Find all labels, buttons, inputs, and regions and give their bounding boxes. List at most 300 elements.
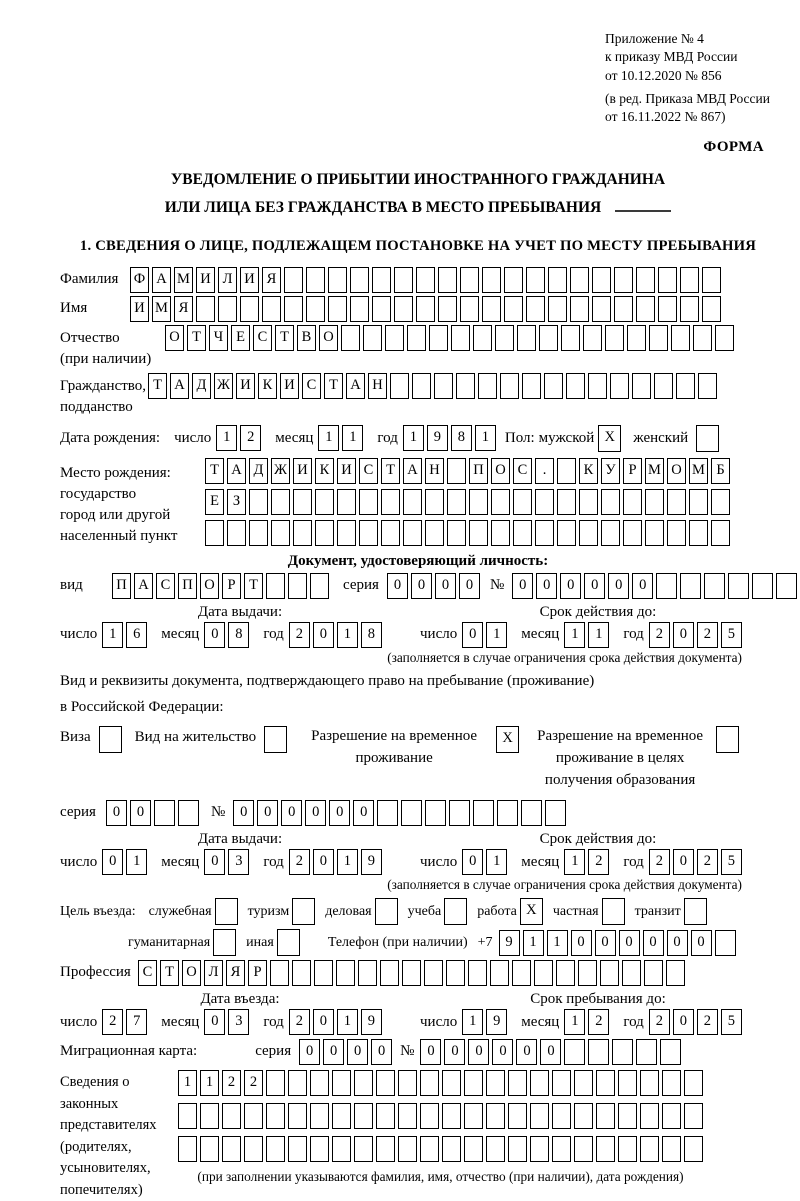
char-cell[interactable]: 0	[204, 1009, 225, 1035]
char-cell[interactable]: 2	[244, 1070, 263, 1096]
char-cell[interactable]	[548, 267, 567, 293]
char-cell[interactable]	[337, 520, 356, 546]
char-cell[interactable]: С	[513, 458, 532, 484]
char-cell[interactable]: 5	[721, 1009, 742, 1035]
char-cell[interactable]	[372, 296, 391, 322]
checkbox-cell[interactable]	[716, 726, 739, 753]
char-cell[interactable]: 0	[468, 1039, 489, 1065]
checkbox-cell[interactable]: X	[520, 898, 543, 925]
char-cell[interactable]	[469, 520, 488, 546]
char-cell[interactable]	[644, 960, 663, 986]
char-cell[interactable]	[645, 520, 664, 546]
char-cell[interactable]	[596, 1070, 615, 1096]
char-cell[interactable]	[266, 573, 285, 599]
char-cell[interactable]	[464, 1103, 483, 1129]
char-cell[interactable]	[244, 1103, 263, 1129]
char-cell[interactable]: К	[579, 458, 598, 484]
char-cell[interactable]	[337, 489, 356, 515]
char-cell[interactable]: Т	[244, 573, 263, 599]
char-cell[interactable]: .	[535, 458, 554, 484]
char-cell[interactable]	[218, 296, 237, 322]
char-cell[interactable]: 0	[102, 849, 123, 875]
char-cell[interactable]	[178, 800, 199, 826]
char-cell[interactable]: 2	[240, 425, 261, 451]
char-cell[interactable]	[359, 489, 378, 515]
char-cell[interactable]	[284, 267, 303, 293]
char-cell[interactable]	[468, 960, 487, 986]
char-cell[interactable]	[478, 373, 497, 399]
char-cell[interactable]: 2	[588, 1009, 609, 1035]
char-cell[interactable]	[491, 489, 510, 515]
char-cell[interactable]	[222, 1136, 241, 1162]
char-cell[interactable]	[601, 520, 620, 546]
char-cell[interactable]	[715, 930, 736, 956]
char-cell[interactable]	[266, 1070, 285, 1096]
char-cell[interactable]	[612, 1039, 633, 1065]
char-cell[interactable]	[390, 373, 409, 399]
char-cell[interactable]	[205, 520, 224, 546]
char-cell[interactable]	[249, 520, 268, 546]
char-cell[interactable]: 0	[462, 849, 483, 875]
char-cell[interactable]	[306, 296, 325, 322]
char-cell[interactable]	[680, 573, 701, 599]
char-cell[interactable]: 2	[289, 849, 310, 875]
char-cell[interactable]: 1	[564, 849, 585, 875]
char-cell[interactable]: Т	[160, 960, 179, 986]
char-cell[interactable]	[306, 267, 325, 293]
char-cell[interactable]	[592, 296, 611, 322]
char-cell[interactable]	[552, 1070, 571, 1096]
char-cell[interactable]: 2	[649, 1009, 670, 1035]
char-cell[interactable]	[776, 573, 797, 599]
char-cell[interactable]	[425, 520, 444, 546]
char-cell[interactable]	[521, 800, 542, 826]
char-cell[interactable]: П	[469, 458, 488, 484]
char-cell[interactable]: 2	[102, 1009, 123, 1035]
char-cell[interactable]	[636, 267, 655, 293]
char-cell[interactable]: Л	[204, 960, 223, 986]
char-cell[interactable]	[288, 1070, 307, 1096]
char-cell[interactable]: 1	[588, 622, 609, 648]
char-cell[interactable]	[332, 1136, 351, 1162]
char-cell[interactable]	[222, 1103, 241, 1129]
char-cell[interactable]	[513, 520, 532, 546]
char-cell[interactable]	[350, 296, 369, 322]
char-cell[interactable]	[574, 1070, 593, 1096]
char-cell[interactable]	[618, 1070, 637, 1096]
char-cell[interactable]: 8	[361, 622, 382, 648]
checkbox-cell[interactable]	[99, 726, 122, 753]
char-cell[interactable]	[262, 296, 281, 322]
char-cell[interactable]	[456, 373, 475, 399]
char-cell[interactable]	[420, 1103, 439, 1129]
char-cell[interactable]	[570, 267, 589, 293]
char-cell[interactable]	[522, 373, 541, 399]
char-cell[interactable]	[293, 489, 312, 515]
char-cell[interactable]: И	[236, 373, 255, 399]
char-cell[interactable]	[592, 267, 611, 293]
char-cell[interactable]	[376, 1070, 395, 1096]
char-cell[interactable]	[556, 960, 575, 986]
char-cell[interactable]	[363, 325, 382, 351]
char-cell[interactable]: 2	[697, 1009, 718, 1035]
char-cell[interactable]	[490, 960, 509, 986]
char-cell[interactable]	[557, 520, 576, 546]
char-cell[interactable]: Я	[262, 267, 281, 293]
char-cell[interactable]	[623, 520, 642, 546]
char-cell[interactable]	[579, 520, 598, 546]
char-cell[interactable]: 3	[228, 849, 249, 875]
char-cell[interactable]: 0	[233, 800, 254, 826]
char-cell[interactable]: Ж	[214, 373, 233, 399]
checkbox-cell[interactable]	[264, 726, 287, 753]
char-cell[interactable]	[403, 489, 422, 515]
char-cell[interactable]	[656, 573, 677, 599]
char-cell[interactable]	[270, 960, 289, 986]
char-cell[interactable]: Т	[275, 325, 294, 351]
char-cell[interactable]: 0	[632, 573, 653, 599]
char-cell[interactable]	[412, 373, 431, 399]
char-cell[interactable]	[545, 800, 566, 826]
char-cell[interactable]: 0	[435, 573, 456, 599]
char-cell[interactable]: 1	[547, 930, 568, 956]
char-cell[interactable]: 1	[564, 622, 585, 648]
char-cell[interactable]: А	[346, 373, 365, 399]
char-cell[interactable]: 1	[486, 849, 507, 875]
char-cell[interactable]: 0	[462, 622, 483, 648]
char-cell[interactable]	[271, 520, 290, 546]
char-cell[interactable]	[564, 1039, 585, 1065]
char-cell[interactable]	[508, 1070, 527, 1096]
checkbox-cell[interactable]	[213, 929, 236, 956]
char-cell[interactable]	[486, 1136, 505, 1162]
char-cell[interactable]: А	[227, 458, 246, 484]
char-cell[interactable]: 0	[595, 930, 616, 956]
char-cell[interactable]	[548, 296, 567, 322]
char-cell[interactable]: 0	[347, 1039, 368, 1065]
char-cell[interactable]: 0	[420, 1039, 441, 1065]
char-cell[interactable]: 1	[126, 849, 147, 875]
char-cell[interactable]	[574, 1136, 593, 1162]
char-cell[interactable]	[438, 296, 457, 322]
char-cell[interactable]: 9	[427, 425, 448, 451]
char-cell[interactable]	[596, 1136, 615, 1162]
char-cell[interactable]	[407, 325, 426, 351]
checkbox-cell[interactable]	[292, 898, 315, 925]
char-cell[interactable]	[605, 325, 624, 351]
char-cell[interactable]: 0	[257, 800, 278, 826]
char-cell[interactable]	[689, 520, 708, 546]
char-cell[interactable]: 0	[540, 1039, 561, 1065]
char-cell[interactable]: 1	[337, 849, 358, 875]
char-cell[interactable]	[711, 520, 730, 546]
char-cell[interactable]	[535, 489, 554, 515]
char-cell[interactable]: А	[403, 458, 422, 484]
char-cell[interactable]	[449, 800, 470, 826]
char-cell[interactable]	[482, 267, 501, 293]
char-cell[interactable]: 0	[492, 1039, 513, 1065]
char-cell[interactable]: 0	[536, 573, 557, 599]
char-cell[interactable]	[240, 296, 259, 322]
char-cell[interactable]: И	[130, 296, 149, 322]
char-cell[interactable]: Ч	[209, 325, 228, 351]
char-cell[interactable]: Е	[205, 489, 224, 515]
char-cell[interactable]	[288, 573, 307, 599]
char-cell[interactable]	[640, 1136, 659, 1162]
char-cell[interactable]	[530, 1136, 549, 1162]
char-cell[interactable]	[486, 1103, 505, 1129]
char-cell[interactable]	[284, 296, 303, 322]
char-cell[interactable]: К	[315, 458, 334, 484]
char-cell[interactable]: 9	[361, 1009, 382, 1035]
char-cell[interactable]	[464, 1070, 483, 1096]
char-cell[interactable]	[178, 1136, 197, 1162]
char-cell[interactable]	[588, 373, 607, 399]
char-cell[interactable]: 2	[289, 1009, 310, 1035]
char-cell[interactable]	[684, 1103, 703, 1129]
char-cell[interactable]	[662, 1070, 681, 1096]
char-cell[interactable]: Л	[218, 267, 237, 293]
char-cell[interactable]: Ж	[271, 458, 290, 484]
char-cell[interactable]: М	[174, 267, 193, 293]
char-cell[interactable]: 1	[462, 1009, 483, 1035]
char-cell[interactable]: 2	[289, 622, 310, 648]
char-cell[interactable]: Р	[222, 573, 241, 599]
char-cell[interactable]	[328, 296, 347, 322]
char-cell[interactable]	[398, 1103, 417, 1129]
char-cell[interactable]: 0	[584, 573, 605, 599]
char-cell[interactable]	[574, 1103, 593, 1129]
char-cell[interactable]: 6	[126, 622, 147, 648]
char-cell[interactable]: И	[280, 373, 299, 399]
char-cell[interactable]	[314, 960, 333, 986]
char-cell[interactable]	[676, 373, 695, 399]
char-cell[interactable]: 0	[516, 1039, 537, 1065]
char-cell[interactable]	[752, 573, 773, 599]
char-cell[interactable]	[512, 960, 531, 986]
char-cell[interactable]	[200, 1103, 219, 1129]
char-cell[interactable]: М	[645, 458, 664, 484]
char-cell[interactable]: Я	[226, 960, 245, 986]
char-cell[interactable]	[380, 960, 399, 986]
char-cell[interactable]	[588, 1039, 609, 1065]
char-cell[interactable]: 0	[305, 800, 326, 826]
char-cell[interactable]: 8	[451, 425, 472, 451]
char-cell[interactable]: 3	[228, 1009, 249, 1035]
char-cell[interactable]	[658, 296, 677, 322]
char-cell[interactable]	[447, 458, 466, 484]
char-cell[interactable]	[310, 1136, 329, 1162]
char-cell[interactable]	[614, 267, 633, 293]
char-cell[interactable]: 0	[608, 573, 629, 599]
char-cell[interactable]	[420, 1070, 439, 1096]
char-cell[interactable]	[627, 325, 646, 351]
char-cell[interactable]: 1	[200, 1070, 219, 1096]
char-cell[interactable]	[557, 458, 576, 484]
char-cell[interactable]: О	[491, 458, 510, 484]
char-cell[interactable]: 1	[216, 425, 237, 451]
char-cell[interactable]	[451, 325, 470, 351]
char-cell[interactable]: 0	[411, 573, 432, 599]
char-cell[interactable]	[583, 325, 602, 351]
char-cell[interactable]	[517, 325, 536, 351]
char-cell[interactable]: И	[337, 458, 356, 484]
char-cell[interactable]: 0	[299, 1039, 320, 1065]
char-cell[interactable]	[341, 325, 360, 351]
char-cell[interactable]	[662, 1136, 681, 1162]
char-cell[interactable]: 0	[329, 800, 350, 826]
char-cell[interactable]: 1	[337, 1009, 358, 1035]
char-cell[interactable]: Е	[231, 325, 250, 351]
char-cell[interactable]	[473, 325, 492, 351]
char-cell[interactable]	[667, 489, 686, 515]
char-cell[interactable]: Д	[249, 458, 268, 484]
checkbox-cell[interactable]	[375, 898, 398, 925]
char-cell[interactable]	[447, 520, 466, 546]
checkbox-cell[interactable]: X	[598, 425, 621, 452]
char-cell[interactable]	[442, 1103, 461, 1129]
char-cell[interactable]	[398, 1070, 417, 1096]
char-cell[interactable]: 1	[475, 425, 496, 451]
char-cell[interactable]: З	[227, 489, 246, 515]
char-cell[interactable]: 1	[564, 1009, 585, 1035]
char-cell[interactable]	[658, 267, 677, 293]
char-cell[interactable]: П	[112, 573, 131, 599]
char-cell[interactable]: Б	[711, 458, 730, 484]
char-cell[interactable]: С	[359, 458, 378, 484]
char-cell[interactable]: 0	[560, 573, 581, 599]
char-cell[interactable]: 0	[313, 1009, 334, 1035]
char-cell[interactable]: 0	[673, 849, 694, 875]
char-cell[interactable]	[702, 296, 721, 322]
checkbox-cell[interactable]	[602, 898, 625, 925]
char-cell[interactable]	[544, 373, 563, 399]
char-cell[interactable]	[310, 573, 329, 599]
char-cell[interactable]	[196, 296, 215, 322]
char-cell[interactable]	[354, 1136, 373, 1162]
char-cell[interactable]: А	[134, 573, 153, 599]
char-cell[interactable]: 2	[649, 622, 670, 648]
char-cell[interactable]: И	[196, 267, 215, 293]
char-cell[interactable]	[482, 296, 501, 322]
char-cell[interactable]	[200, 1136, 219, 1162]
char-cell[interactable]	[442, 1070, 461, 1096]
char-cell[interactable]	[377, 800, 398, 826]
char-cell[interactable]: 2	[697, 622, 718, 648]
char-cell[interactable]	[310, 1070, 329, 1096]
char-cell[interactable]: М	[689, 458, 708, 484]
char-cell[interactable]	[601, 489, 620, 515]
checkbox-cell[interactable]	[277, 929, 300, 956]
char-cell[interactable]	[310, 1103, 329, 1129]
char-cell[interactable]: М	[152, 296, 171, 322]
char-cell[interactable]	[500, 373, 519, 399]
char-cell[interactable]	[420, 1136, 439, 1162]
char-cell[interactable]	[394, 296, 413, 322]
char-cell[interactable]	[402, 960, 421, 986]
char-cell[interactable]	[552, 1103, 571, 1129]
char-cell[interactable]: 0	[371, 1039, 392, 1065]
char-cell[interactable]: Т	[187, 325, 206, 351]
char-cell[interactable]: 2	[697, 849, 718, 875]
char-cell[interactable]	[385, 325, 404, 351]
char-cell[interactable]	[358, 960, 377, 986]
char-cell[interactable]	[530, 1103, 549, 1129]
char-cell[interactable]: Д	[192, 373, 211, 399]
char-cell[interactable]	[680, 296, 699, 322]
char-cell[interactable]: 0	[444, 1039, 465, 1065]
char-cell[interactable]: 0	[512, 573, 533, 599]
char-cell[interactable]: 0	[313, 622, 334, 648]
char-cell[interactable]	[666, 960, 685, 986]
char-cell[interactable]	[497, 800, 518, 826]
char-cell[interactable]	[425, 489, 444, 515]
char-cell[interactable]	[504, 296, 523, 322]
checkbox-cell[interactable]	[444, 898, 467, 925]
char-cell[interactable]: А	[170, 373, 189, 399]
char-cell[interactable]	[424, 960, 443, 986]
char-cell[interactable]	[495, 325, 514, 351]
char-cell[interactable]	[702, 267, 721, 293]
char-cell[interactable]	[504, 267, 523, 293]
char-cell[interactable]	[292, 960, 311, 986]
char-cell[interactable]	[328, 267, 347, 293]
char-cell[interactable]	[315, 489, 334, 515]
char-cell[interactable]	[332, 1070, 351, 1096]
char-cell[interactable]	[271, 489, 290, 515]
char-cell[interactable]	[460, 296, 479, 322]
char-cell[interactable]	[315, 520, 334, 546]
char-cell[interactable]	[381, 520, 400, 546]
char-cell[interactable]: 5	[721, 849, 742, 875]
char-cell[interactable]: Я	[174, 296, 193, 322]
char-cell[interactable]: 0	[673, 622, 694, 648]
char-cell[interactable]: 5	[721, 622, 742, 648]
char-cell[interactable]	[579, 489, 598, 515]
char-cell[interactable]	[293, 520, 312, 546]
char-cell[interactable]	[618, 1136, 637, 1162]
char-cell[interactable]: 0	[204, 622, 225, 648]
char-cell[interactable]: 1	[178, 1070, 197, 1096]
char-cell[interactable]	[394, 267, 413, 293]
char-cell[interactable]	[508, 1136, 527, 1162]
char-cell[interactable]: Н	[368, 373, 387, 399]
char-cell[interactable]: 1	[342, 425, 363, 451]
char-cell[interactable]	[486, 1070, 505, 1096]
char-cell[interactable]: Р	[623, 458, 642, 484]
checkbox-cell[interactable]	[696, 425, 719, 452]
char-cell[interactable]: О	[667, 458, 686, 484]
char-cell[interactable]	[622, 960, 641, 986]
char-cell[interactable]	[671, 325, 690, 351]
char-cell[interactable]	[526, 267, 545, 293]
char-cell[interactable]	[376, 1103, 395, 1129]
char-cell[interactable]	[578, 960, 597, 986]
char-cell[interactable]	[596, 1103, 615, 1129]
char-cell[interactable]	[614, 296, 633, 322]
char-cell[interactable]	[469, 489, 488, 515]
char-cell[interactable]	[491, 520, 510, 546]
char-cell[interactable]	[350, 267, 369, 293]
char-cell[interactable]	[288, 1103, 307, 1129]
char-cell[interactable]: 9	[361, 849, 382, 875]
char-cell[interactable]	[557, 489, 576, 515]
char-cell[interactable]	[684, 1136, 703, 1162]
char-cell[interactable]	[600, 960, 619, 986]
char-cell[interactable]	[336, 960, 355, 986]
char-cell[interactable]: П	[178, 573, 197, 599]
char-cell[interactable]: 1	[318, 425, 339, 451]
